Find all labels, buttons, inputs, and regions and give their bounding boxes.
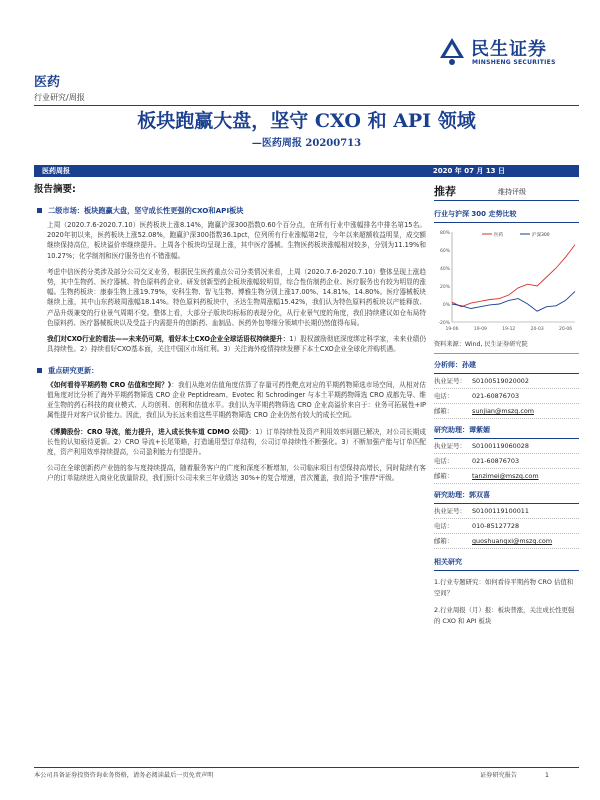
company-logo (437, 34, 577, 70)
y-tick-label: 80% (439, 230, 450, 236)
x-tick-label: 19-09 (473, 326, 487, 332)
cxo-view-body: 1）股权激励彻底深度绑定科学家，未来业绩仍具持续性。2）持续看好CXO基本面，关注中国区市场红利。3）关注海外疫情持续发酵下本土CXO企业全球化并购机遇。 (47, 335, 426, 354)
trend-chart-svg (434, 226, 579, 338)
analyst-info-row (434, 439, 579, 454)
analyst-info-key: 执业证号： (434, 506, 466, 515)
logo-text-en: MINSHENG SECURITIES (472, 59, 556, 66)
analyst-info-value: S0100119100011 (472, 506, 529, 515)
x-tick-label: 19-12 (502, 326, 516, 332)
summary-column (34, 183, 426, 490)
analyst-info-value: 021-60876703 (472, 392, 520, 401)
analyst-title: 分析师：孙建 (434, 360, 579, 374)
analyst-info-row (434, 504, 579, 519)
analyst-info-key: 执业证号： (434, 442, 466, 451)
trend-chart (434, 226, 579, 338)
analyst-info-row (434, 534, 579, 549)
rating-value: 维持评级 (498, 188, 526, 196)
summary-heading: 报告摘要: (34, 184, 76, 195)
analyst-info-row (434, 519, 579, 534)
x-tick-label: 20-03 (530, 326, 544, 332)
analyst-info-value: S0100519020002 (472, 377, 529, 386)
footer-report-type: 证券研究报告 (480, 772, 518, 779)
research-paragraph-3: 公司在全球创新药产业链的参与度持续提高，随着服务客户的广度和深度不断增加，公司临床项目有望保持高增长，同时陆续有客户的订单陆续进入商业化放量阶段，我们预计公司未来三年业绩达 30%+的复合增速，首次覆盖，我们给予"推荐"评级。 (47, 464, 426, 483)
analyst-email-link[interactable]: guoshuangxi@mszq.com (472, 536, 553, 545)
y-tick-label: 0% (442, 302, 450, 308)
analyst-info-row (434, 469, 579, 484)
y-tick-label: 20% (439, 284, 450, 290)
research-paragraph-1 (47, 380, 426, 421)
analyst-info-key: 电话： (434, 392, 454, 401)
analyst-email-link[interactable]: tanzimei@mszq.com (472, 472, 539, 481)
analyst-info-row (434, 374, 579, 389)
series-line-pharma (452, 244, 575, 306)
boteng-report-body: ：1）订单持续性及资产利用效率问题已解决，对公司长期成长性的认知亟待更新。2）CRO 导流+长尾策略，打造通用型订单结构，公司订单持续性不断强化。3）不断加强产能与订单匹配度，资产利用效率持续提高，公司盈利能力有望提升。 (47, 427, 426, 456)
report-date: 2020 年 07 月 13 日 (432, 167, 505, 175)
analyst-info-key: 执业证号： (434, 377, 466, 386)
y-tick-label: 40% (439, 266, 450, 272)
boteng-report-title: 《博腾股份：CRO 导流，能力提升，进入成长快车道 CDMO 公司》 (47, 427, 249, 436)
sector-label: 医药 (34, 75, 61, 90)
related-title: 相关研究 (434, 557, 579, 571)
analyst-info-value: 021-60876703 (472, 457, 520, 466)
logo-text-cn: 民生证券 (471, 39, 547, 60)
section-title-market: 二级市场：板块跑赢大盘，坚守成长性更强的CXO和API板块 (48, 205, 426, 216)
analyst-info-key: 邮箱： (434, 407, 454, 416)
related-item[interactable]: 1.行业专题研究：如何看待平期药物 CRO 估值和空间？ (434, 577, 574, 598)
chart-title: 行业与沪深 300 走势比较 (434, 209, 579, 223)
cro-report-body: ：我们从绝对估值角度估算了存量可药性靶点对应的平期药物筛选市场空间，从相对估值角度对比分析了海外平期药物筛选 CRO 企业 Peptidream、Evotec 和 Schrodinger 与本土平期药物筛选 CRO 成都先导、维亚生物的药石科技的商业模式、人均创利、创利和估值水平。我们认为平期药物筛选 CRO 企业高溢价来自于：业务可拓展性+IP 属性提升对客户议价能力。因此，我们认为长远来看这些平期药物筛选 CRO 企业仍然有较大的成长空间。 (47, 380, 427, 420)
report-category: 医药周报 (42, 167, 70, 175)
info-bar (34, 165, 579, 177)
section-title-research: 重点研究更新： (48, 365, 426, 376)
header-divider (34, 105, 579, 106)
x-tick-label: 20-06 (558, 326, 573, 332)
doc-type-label: 行业研究/周报 (34, 93, 85, 102)
analyst-info-key: 电话： (434, 521, 454, 530)
report-subtitle: —医药周报 20200713 (251, 138, 362, 149)
analyst-info-key: 邮箱： (434, 536, 454, 545)
related-item[interactable]: 2.行业周报（月）报：板块普涨，关注成长性更强的 CXO 和 API 板块 (434, 606, 575, 626)
legend-label: 医药 (494, 232, 503, 238)
rating-row (434, 183, 579, 201)
rating-title: 推荐 (434, 185, 456, 198)
y-tick-label: 60% (439, 248, 450, 254)
analyst-info-value: 010-85127728 (472, 521, 520, 530)
analyst-title: 研究助理：郭双喜 (434, 490, 579, 504)
market-paragraph-1: 上周（2020.7.6-2020.7.10）医药板块上涨8.14%，跑赢沪深300指数0.60个百分点，在所有行业中涨幅排名中排名第15名。2020年初以来，医药板块上涨52.08%，跑赢沪深300指数36.1pct，位列所有行业涨幅第2位，今年以来超额收益明显，成交额继续保持高位，板块溢价率继续提升。上周各个板块均呈现上涨，其中医疗器械、生物医药板块涨幅相对较多，分别为11.19%和10.27%；化学制剂和医疗服务也有不错涨幅。 (47, 220, 426, 260)
minsheng-logo-icon (437, 36, 467, 66)
footer-disclaimer: 本公司具备证券投资咨询业务资格，请务必阅读最后一页免责声明 (34, 772, 214, 779)
analyst-list (434, 360, 579, 549)
analyst-email-link[interactable]: sunjian@mszq.com (472, 407, 534, 416)
market-paragraph-2: 考虑中信医药分类涉及部分公司交叉业务，根据民生医药重点公司分类情况来看，上周（2020.7.6-2020.7.10）整体呈现上涨趋势，其中生物药、医疗器械、特色原料药企业、研发创新型药企板块涨幅较明显，综合性仿制药企业、医疗服务也有较为明显的涨幅。生物药板块：康泰生物上涨19.79%，安科生物、智飞生物、博雅生物分别上涨17.00%、14.81%、14.80%。医疗器械板块继续上涨，其中山东药玻周涨幅18.14%。特色原料药板块中，圣达生物周涨幅15.42%，我们认为特色原料药板块以产能释放、产品升级兼变的行业景气周期不变。整体上看，大部分子版块均标标的表现分化，从行业景气度的角度，我们持续建议如仓布局特色原料药、医疗器械板块以及受益于内需提升的创新药、血制品、医药外包等细分领域中长期仍然值得布局。 (47, 267, 426, 327)
report-title: 板块跑赢大盘，坚守 CXO 和 API 领域 (137, 110, 476, 132)
analyst-title: 研究助理：谭紫媚 (434, 425, 579, 439)
research-paragraph-2 (47, 427, 426, 458)
series-line-hs300 (452, 291, 575, 311)
analyst-info-key: 电话： (434, 457, 454, 466)
analyst-info-key: 邮箱： (434, 472, 454, 481)
chart-source: 资料来源：Wind, 民生证券研究院 (434, 340, 579, 355)
legend-label: 沪深300 (532, 232, 550, 238)
analyst-info-value: S0100119060028 (472, 442, 529, 451)
analyst-info-row (434, 454, 579, 469)
cro-report-title: 《如何看待平期药物 CRO 估值和空间？》 (47, 380, 172, 389)
market-paragraph-3 (47, 334, 426, 354)
related-research (434, 557, 579, 628)
analyst-info-row (434, 389, 579, 404)
sidebar-column (434, 183, 579, 628)
footer-divider (34, 767, 579, 768)
y-tick-label: -20% (438, 320, 450, 326)
analyst-info-row (434, 404, 579, 419)
page-number: 1 (545, 772, 549, 779)
cxo-view-lead: 我们对CXO行业的看法——未来仍可期，看好本土CXO企业全球话语权持续提升： (47, 335, 290, 344)
x-tick-label: 19-06 (445, 326, 459, 332)
